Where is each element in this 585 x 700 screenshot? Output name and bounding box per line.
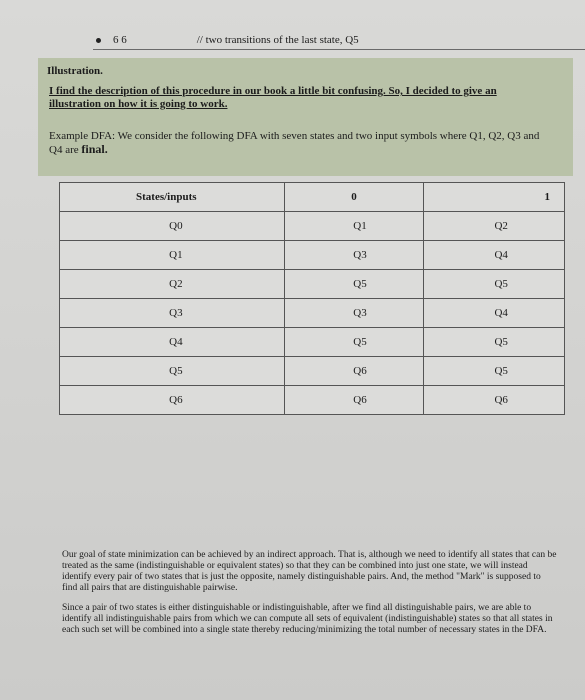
header-line [96,34,359,46]
transition-1-cell: Q2 [424,212,565,241]
bullet-number: 6 6 [113,34,127,46]
header-input-0: 0 [284,183,424,212]
example-final: final. [81,142,108,156]
table-row [60,241,565,270]
transition-0-cell: Q6 [284,386,424,415]
dfa-transition-table [59,182,565,415]
state-cell: Q2 [60,270,285,299]
state-cell: Q0 [60,212,285,241]
goal-paragraph: Our goal of state minimization can be achieved by an indirect approach. That is, although we need to identify all states that can be treated as the same (indistinguishable or equivalent states) so that they can be combined into just one state, we will instead identify every pair of two states that is just the opposite, namely distinguishable pairs. And, the method "Mark" is supposed to find all pairs that are distinguishable pairwise. [62,550,557,593]
state-cell: Q5 [60,357,285,386]
transition-1-cell: Q6 [424,386,565,415]
illustration-title: Illustration. [47,65,103,77]
highlighted-section [38,58,573,176]
state-cell: Q3 [60,299,285,328]
header-input-1: 1 [424,183,565,212]
example-intro: Example DFA: We consider the following DFA with seven states and two input symbols where Q1, Q2, Q3 and Q4 are [49,130,540,156]
state-cell: Q4 [60,328,285,357]
transition-0-cell: Q1 [284,212,424,241]
illustration-paragraph [49,85,549,111]
transition-0-cell: Q3 [284,241,424,270]
state-cell: Q1 [60,241,285,270]
table-row [60,299,565,328]
table-row [60,328,565,357]
transition-1-cell: Q5 [424,357,565,386]
distinguishable-paragraph: Since a pair of two states is either distinguishable or indistinguishable, after we find all distinguishable pairs, we are able to identify all indistinguishable pairs from which we can compute all sets of equivalent (indistinguishable) states so that all states in each such set will be combined into a single state thereby reducing/minimizing the total number of necessary states in the DFA. [62,603,553,635]
transition-1-cell: Q5 [424,328,565,357]
table-row [60,270,565,299]
header-divider [93,49,585,50]
transition-0-cell: Q3 [284,299,424,328]
transition-0-cell: Q6 [284,357,424,386]
state-cell: Q6 [60,386,285,415]
example-paragraph [49,130,549,157]
header-comment: // two transitions of the last state, Q5 [196,34,359,46]
table-header-row [60,183,565,212]
transition-1-cell: Q4 [424,241,565,270]
bullet-icon [96,38,101,43]
table-row [60,212,565,241]
table-row [60,386,565,415]
transition-1-cell: Q4 [424,299,565,328]
illustration-paragraph-text: I find the description of this procedure in our book a little bit confusing. So, I decided to give an illustration on how it is going to work. [49,85,497,110]
transition-0-cell: Q5 [284,270,424,299]
transition-1-cell: Q5 [424,270,565,299]
explanation-text [62,550,557,645]
table-row [60,357,565,386]
header-states-inputs: States/inputs [60,183,285,212]
transition-0-cell: Q5 [284,328,424,357]
